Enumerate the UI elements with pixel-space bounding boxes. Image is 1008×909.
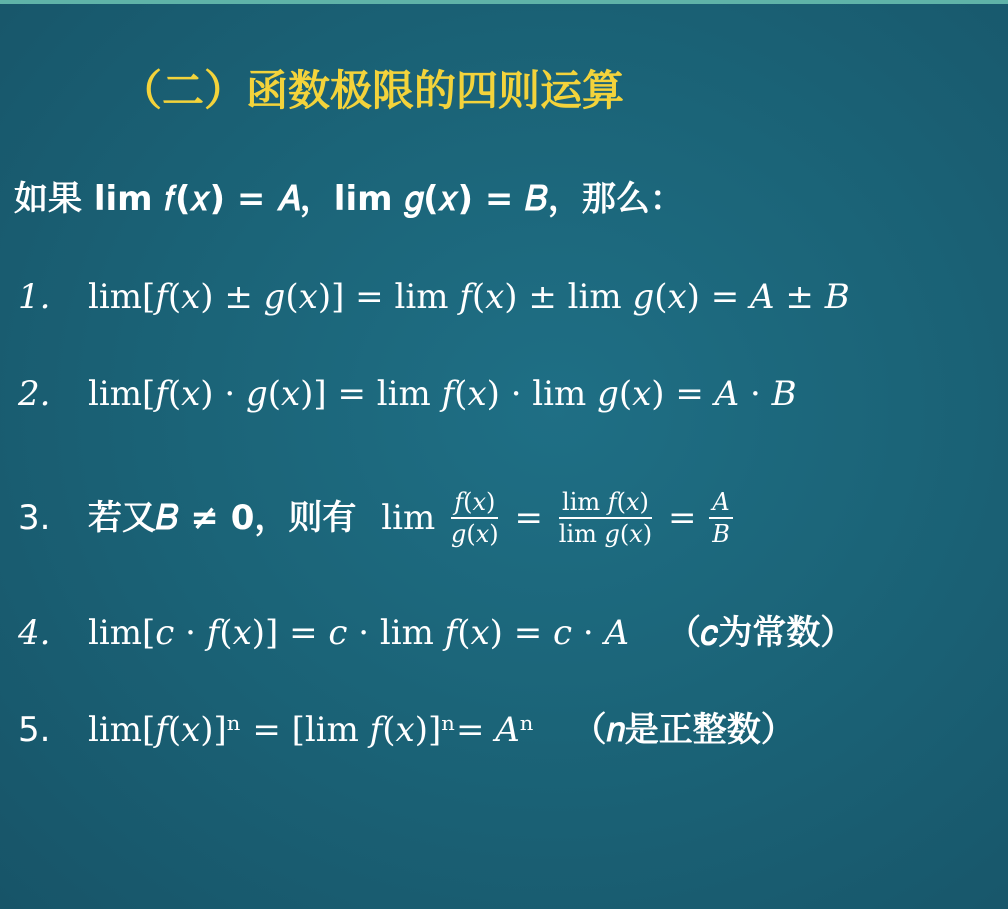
fraction-a-over-b <box>709 490 733 546</box>
rule-condition: 若又𝐵 ≠ 0，则有 <box>88 498 357 538</box>
rule-number: 2. <box>18 374 51 414</box>
rule-number: 5. <box>18 710 51 750</box>
denominator: 𝐵 <box>712 520 730 548</box>
rule-1 <box>18 277 850 317</box>
rule-4 <box>18 613 855 653</box>
rule-5 <box>18 710 795 750</box>
numerator: 𝐴 <box>709 490 732 519</box>
numerator: 𝑓(𝑥) <box>451 490 498 519</box>
rule-note: （𝑐为常数） <box>667 613 855 653</box>
slide-title: （二）函数极限的四则运算 <box>120 66 625 115</box>
rule-formula: lim[𝑐 · 𝑓(𝑥)] = 𝑐 · lim 𝑓(𝑥) = 𝑐 · 𝐴 <box>88 613 630 653</box>
numerator: lim 𝑓(𝑥) <box>559 490 652 519</box>
rule-2 <box>18 374 797 414</box>
rule-number: 4. <box>18 613 51 653</box>
rule-formula: lim[𝑓(𝑥) · 𝑔(𝑥)] = lim 𝑓(𝑥) · lim 𝑔(𝑥) = 𝐴 · 𝐵 <box>88 374 797 414</box>
lim-label: lim <box>381 498 436 538</box>
fraction-f-over-g <box>448 490 502 546</box>
equals-sign: = <box>514 498 543 538</box>
rule-formula: lim[𝑓(𝑥)]ⁿ = [lim 𝑓(𝑥)]ⁿ= 𝐴ⁿ <box>88 710 535 750</box>
rule-note: （𝑛是正整数） <box>572 710 795 750</box>
equals-sign: = <box>667 498 697 538</box>
top-accent-line <box>0 0 1008 4</box>
denominator: 𝑔(𝑥) <box>451 520 499 548</box>
rule-number: 3. <box>18 498 51 538</box>
rule-number: 1. <box>18 277 51 317</box>
fraction-lim-f-over-lim-g <box>556 490 655 546</box>
denominator: lim 𝑔(𝑥) <box>558 520 653 548</box>
intro-line: 如果 lim 𝑓(𝑥) = 𝐴，lim 𝑔(𝑥) = 𝐵，那么： <box>14 179 684 219</box>
rule-3 <box>18 490 735 546</box>
rule-formula: lim[𝑓(𝑥) ± 𝑔(𝑥)] = lim 𝑓(𝑥) ± lim 𝑔(𝑥) = 𝐴 ± 𝐵 <box>88 277 850 317</box>
